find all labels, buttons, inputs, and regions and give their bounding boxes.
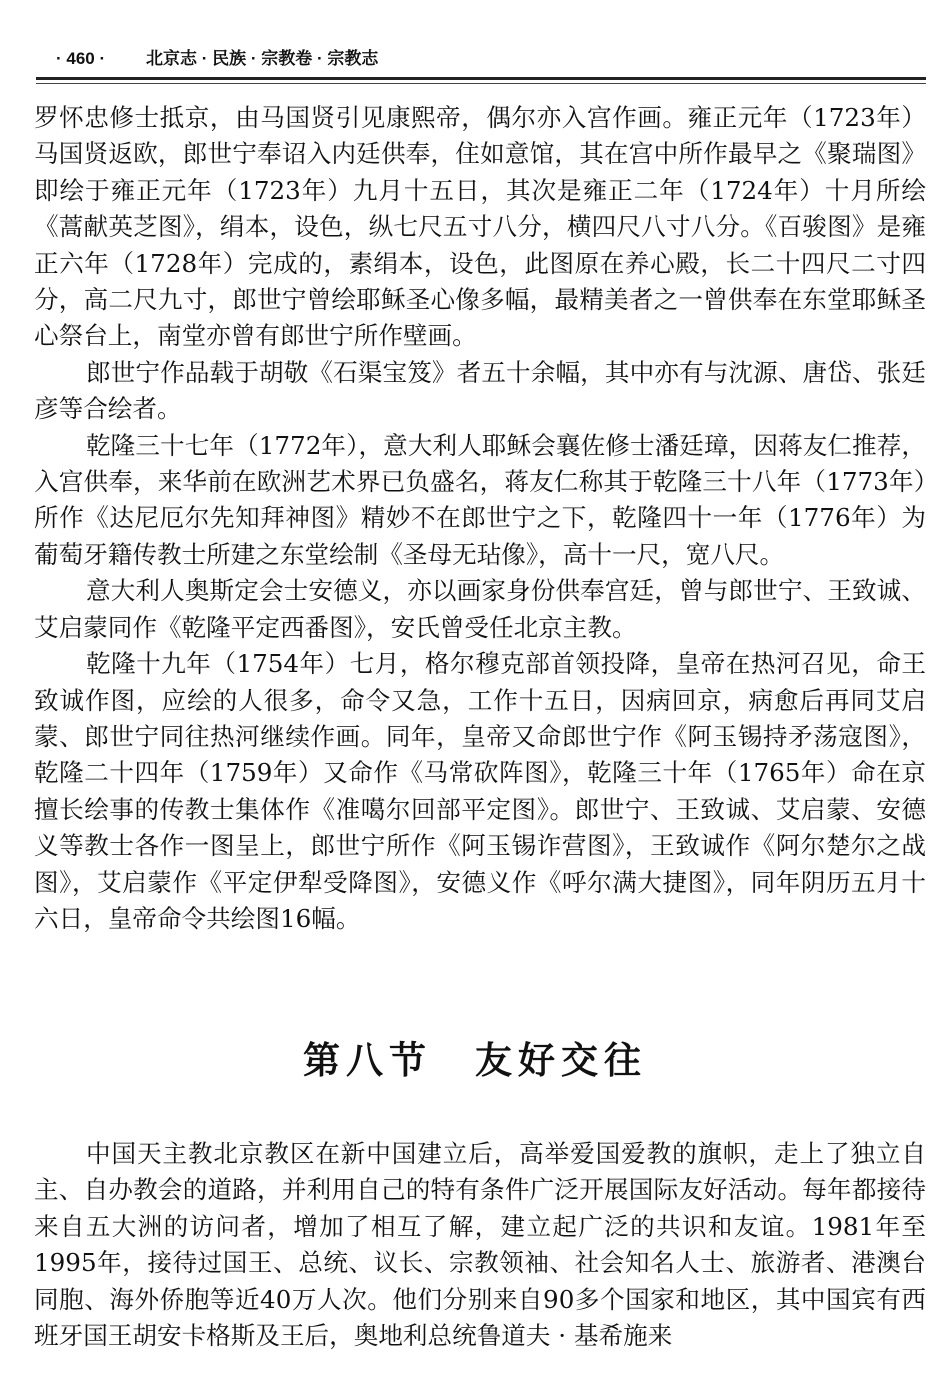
section-title: 第八节 友好交往 [303, 1038, 647, 1082]
section-paragraph: 中国天主教北京教区在新中国建立后，高举爱国爱教的旗帜，走上了独立自主、自办教会的道路，并利用自己的特有条件广泛开展国际友好活动。每年都接待来自五大洲的访问者，增加了相互了解，建立起广泛的共识和友谊。1981年至1995年，接待过国王、总统、议长、宗教领袖、社会知名人士、旅游者、港澳台同胞、海外侨胞等近40万人次。他们分别来自90多个国家和地区，其中国宾有西班牙国王胡安卡格斯及王后，奥地利总统鲁道夫 · 基希施来 [34, 1139, 926, 1351]
page-number: · 460 · [56, 49, 106, 68]
header-rule-thin [36, 83, 926, 84]
section-body [34, 1136, 926, 1354]
paragraph: 乾隆三十七年（1772年），意大利人耶稣会襄佐修士潘廷璋，因蒋友仁推荐，入宫供奉，来华前在欧洲艺术界已负盛名，蒋友仁称其于乾隆三十八年（1773年）所作《达尼厄尔先知拜神图》精妙不在郎世宁之下，乾隆四十一年（1776年）为葡萄牙籍传教士所建之东堂绘制《圣母无玷像》，高十一尺，宽八尺。 [34, 430, 926, 569]
paragraph: 乾隆十九年（1754年）七月，格尔穆克部首领投降，皇帝在热河召见，命王致诚作图，应绘的人很多，命令又急，工作十五日，因病回京，病愈后再同艾启蒙、郎世宁同往热河继续作画。同年，皇帝又命郎世宁作《阿玉锡持矛荡寇图》，乾隆二十四年（1759年）又命作《马常砍阵图》，乾隆三十年（1765年）命在京擅长绘事的传教士集体作《准噶尔回部平定图》。郎世宁、王致诚、艾启蒙、安德义等教士各作一图呈上，郎世宁所作《阿玉锡诈营图》，王致诚作《阿尔楚尔之战图》，艾启蒙作《平定伊犁受降图》，安德义作《呼尔满大捷图》，同年阴历五月十六日，皇帝命令共绘图16幅。 [34, 649, 926, 933]
page-header [36, 44, 926, 74]
body-text [34, 100, 926, 937]
paragraph-continued: 罗怀忠修士抵京，由马国贤引见康熙帝，偶尔亦入宫作画。雍正元年（1723年）马国贤返欧，郎世宁奉诏入内廷供奉，住如意馆，其在宫中所作最早之《聚瑞图》即绘于雍正元年（1723年）九月十五日，其次是雍正二年（1724年）十月所绘《蒿献英芝图》，绢本，设色，纵七尺五寸八分，横四尺八寸八分。《百骏图》是雍正六年（1728年）完成的，素绢本，设色，此图原在养心殿，长二十四尺二寸四分，高二尺九寸，郎世宁曾绘耶稣圣心像多幅，最精美者之一曾供奉在东堂耶稣圣心祭台上，南堂亦曾有郎世宁所作壁画。 [34, 103, 926, 351]
header-rule-thick [36, 77, 926, 80]
paragraph: 意大利人奥斯定会士安德义，亦以画家身份供奉宫廷，曾与郎世宁、王致诚、艾启蒙同作《乾隆平定西番图》，安氏曾受任北京主教。 [34, 576, 926, 642]
paragraph: 郎世宁作品载于胡敬《石渠宝笈》者五十余幅，其中亦有与沈源、唐岱、张廷彦等合绘者。 [34, 357, 926, 424]
running-head: 北京志 · 民族 · 宗教卷 · 宗教志 [146, 49, 379, 68]
